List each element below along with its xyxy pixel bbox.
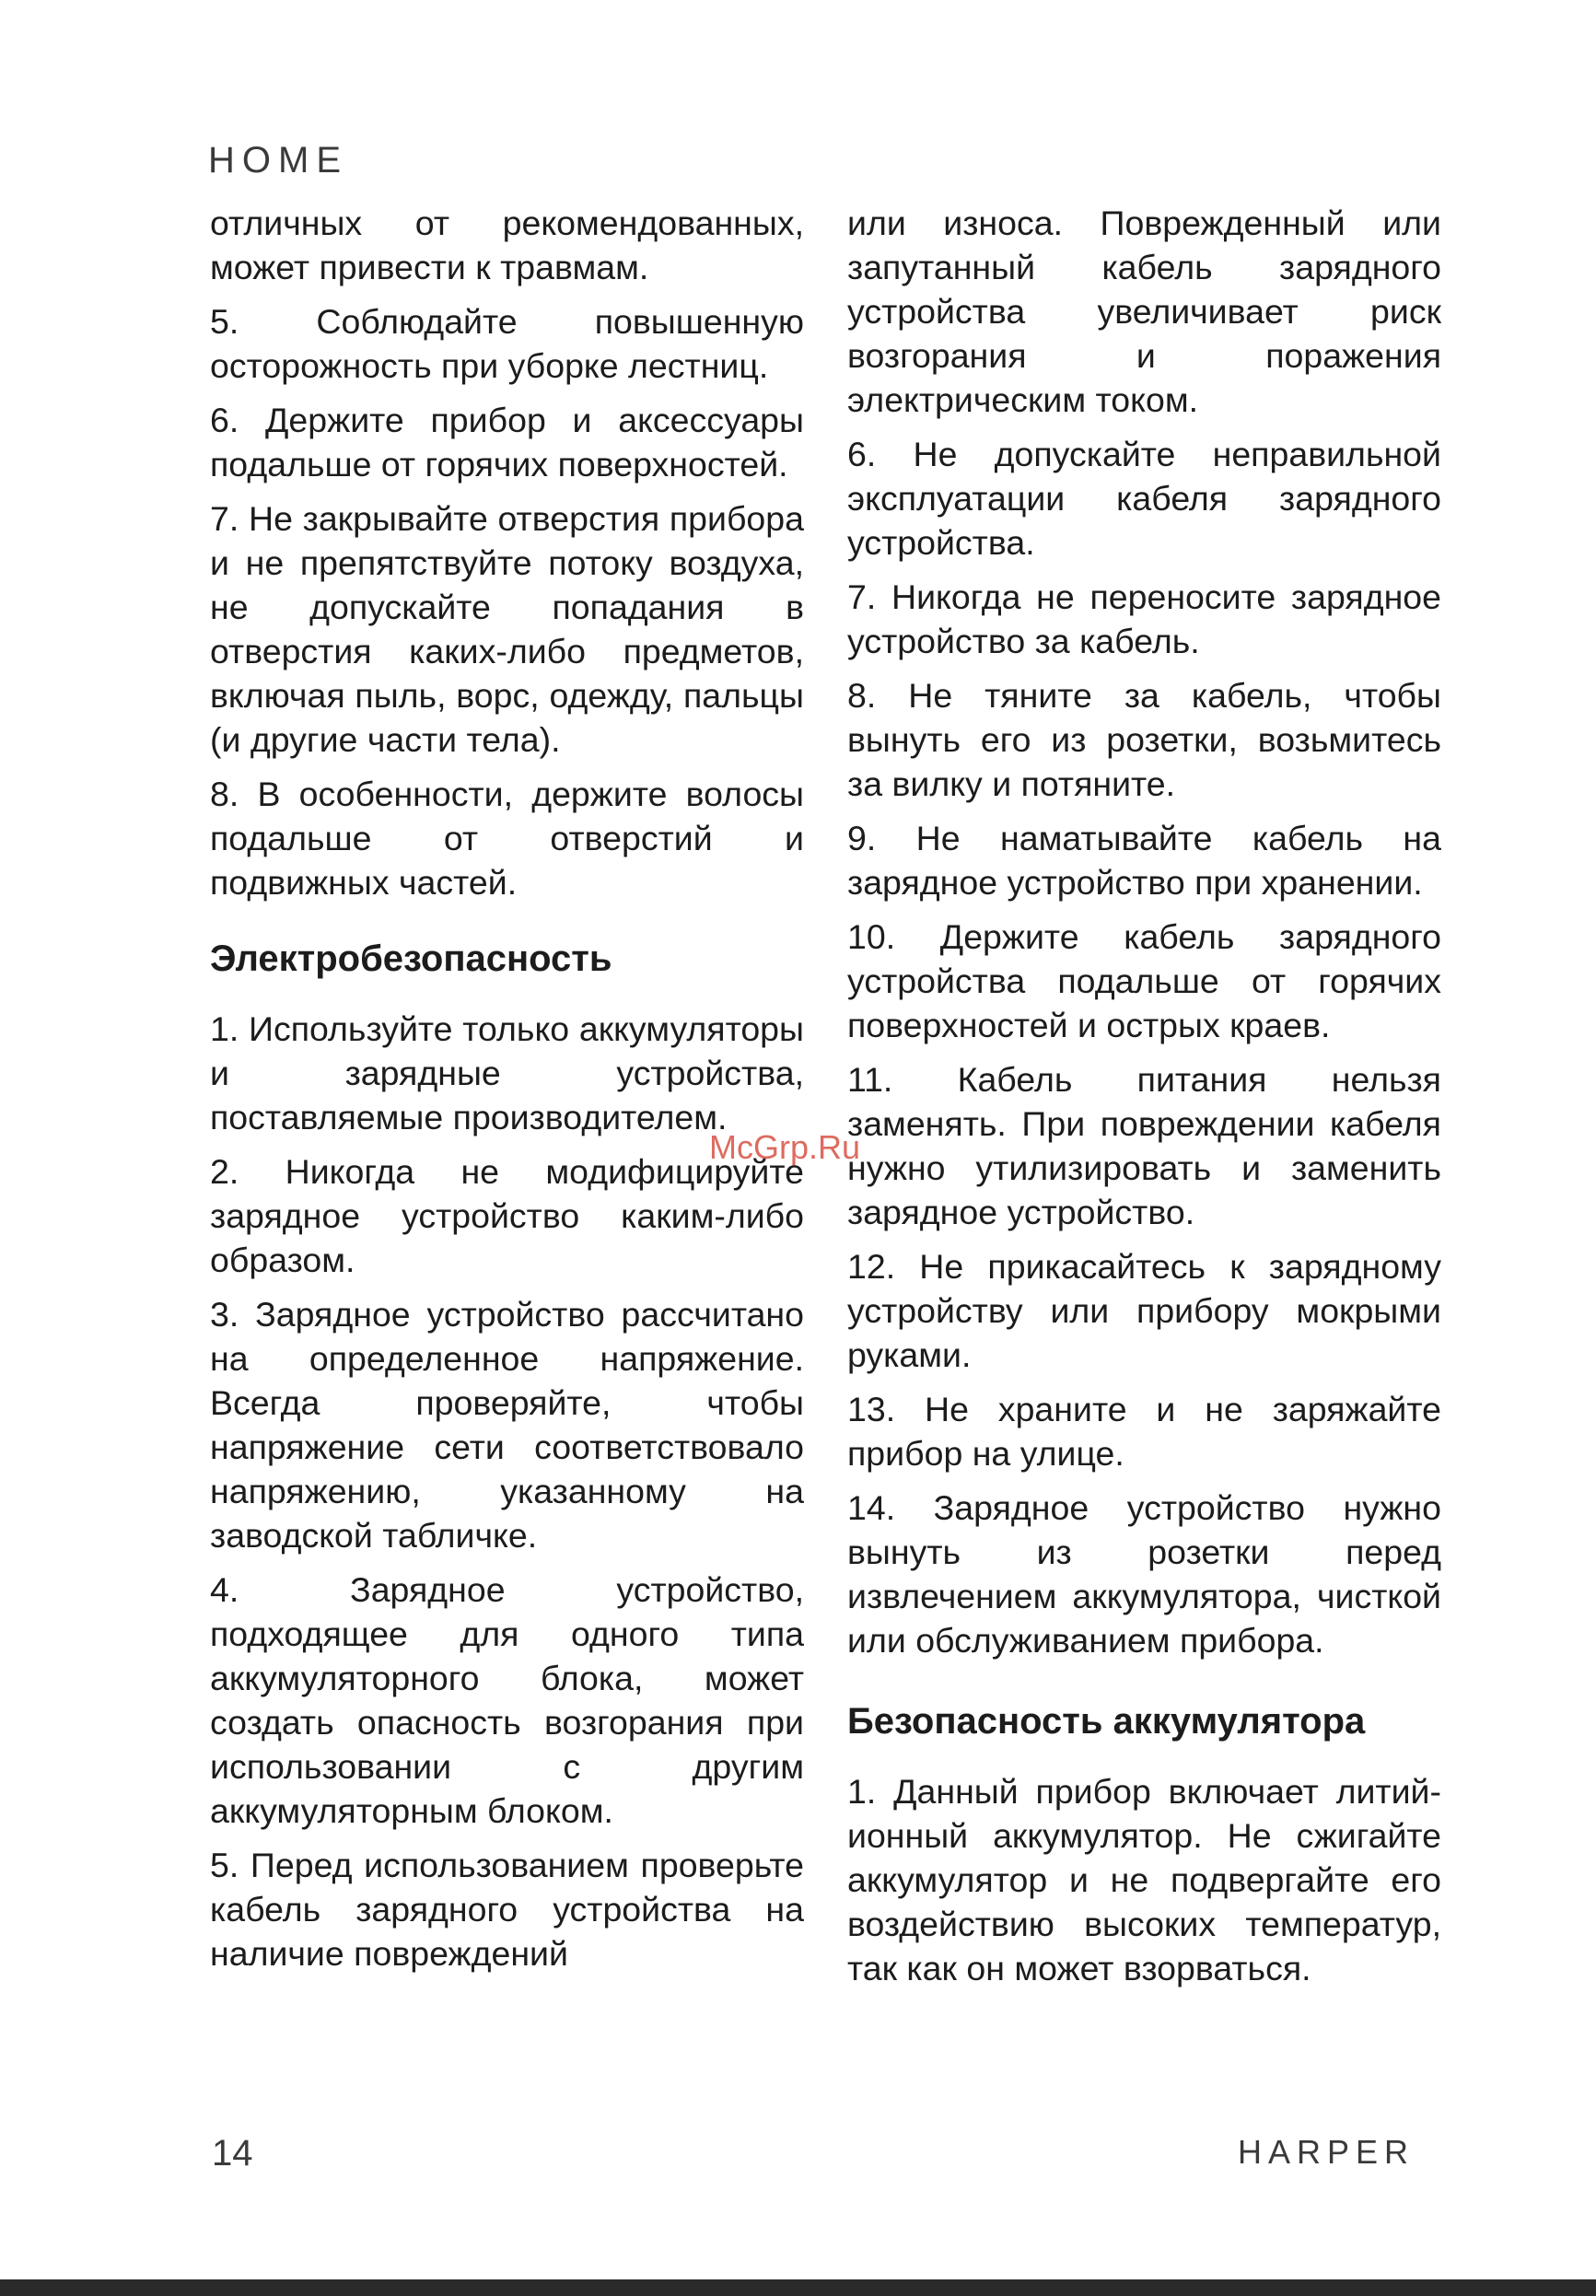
paragraph: 8. Не тяните за кабель, чтобы вынуть его из розетки, возьмитесь за вилку и потяните.: [847, 676, 1441, 803]
paragraph: или износа. Поврежденный или запутанный кабель зарядного устройства увеличивает риск возгорания и поражения электрическим током.: [847, 204, 1441, 419]
home-brand-logo: HOME: [208, 140, 348, 181]
paragraph: 6. Держите прибор и аксессуары подальше от горячих поверхностей.: [210, 401, 804, 484]
page-number: 14: [212, 2133, 253, 2174]
paragraph: 5. Соблюдайте повышенную осторожность при уборке лестниц.: [210, 302, 804, 385]
paragraph: 13. Не храните и не заряжайте прибор на улице.: [847, 1390, 1441, 1473]
paragraph: 5. Перед использованием проверьте кабель зарядного устройства на наличие повреждений: [210, 1846, 804, 1973]
paragraph: 10. Держите кабель зарядного устройства подальше от горячих поверхностей и острых краев.: [847, 917, 1441, 1044]
paragraph: 7. Никогда не переносите зарядное устройство за кабель.: [847, 577, 1441, 660]
paragraph: 12. Не прикасайтесь к зарядному устройству или прибору мокрыми руками.: [847, 1247, 1441, 1374]
paragraph: 14. Зарядное устройство нужно вынуть из розетки перед извлечением аккумулятора, чисткой или обслуживанием прибора.: [847, 1488, 1441, 1660]
harper-brand-logo: HARPER: [1238, 2133, 1415, 2171]
right-text-column: [847, 201, 1441, 2000]
paragraph: 2. Никогда не модифицируйте зарядное устройство каким-либо образом.: [210, 1152, 804, 1279]
paragraph: 4. Зарядное устройство, подходящее для одного типа аккумуляторного блока, может создать опасность возгорания при использовании с другим аккумуляторным блоком.: [210, 1570, 804, 1830]
section-heading-electrical-safety: Электробезопасность: [210, 938, 612, 979]
paragraph: 1. Используйте только аккумуляторы и зарядные устройства, поставляемые производителем.: [210, 1009, 804, 1136]
paragraph: 1. Данный прибор включает литий-ионный аккумулятор. Не сжигайте аккумулятор и не подвергайте его воздействию высоких температур, так как он может взорваться.: [847, 1772, 1441, 1987]
paragraph: 6. Не допускайте неправильной эксплуатации кабеля зарядного устройства.: [847, 435, 1441, 562]
paragraph: 8. В особенности, держите волосы подальше от отверстий и подвижных частей.: [210, 775, 804, 902]
paragraph: 11. Кабель питания нельзя заменять. При повреждении кабеля нужно утилизировать и заменить зарядное устройство.: [847, 1060, 1441, 1231]
bottom-edge-bar: [0, 2279, 1596, 2296]
left-text-column: [210, 201, 804, 1986]
watermark: McGrp.Ru: [709, 1128, 861, 1166]
paragraph: отличных от рекомендованных, может привести к травмам.: [210, 204, 804, 286]
paragraph: 9. Не наматывайте кабель на зарядное устройство при хранении.: [847, 819, 1441, 902]
section-heading-battery-safety: Безопасность аккумулятора: [847, 1701, 1366, 1742]
paragraph: 3. Зарядное устройство рассчитано на определенное напряжение. Всегда проверяйте, чтобы напряжение сети соответствовало напряжению, указанному на заводской табличке.: [210, 1295, 804, 1555]
paragraph: 7. Не закрывайте отверстия прибора и не препятствуйте потоку воздуха, не допускайте попадания в отверстия каких-либо предметов, включая пыль, ворс, одежду, пальцы (и другие части тела).: [210, 499, 804, 759]
